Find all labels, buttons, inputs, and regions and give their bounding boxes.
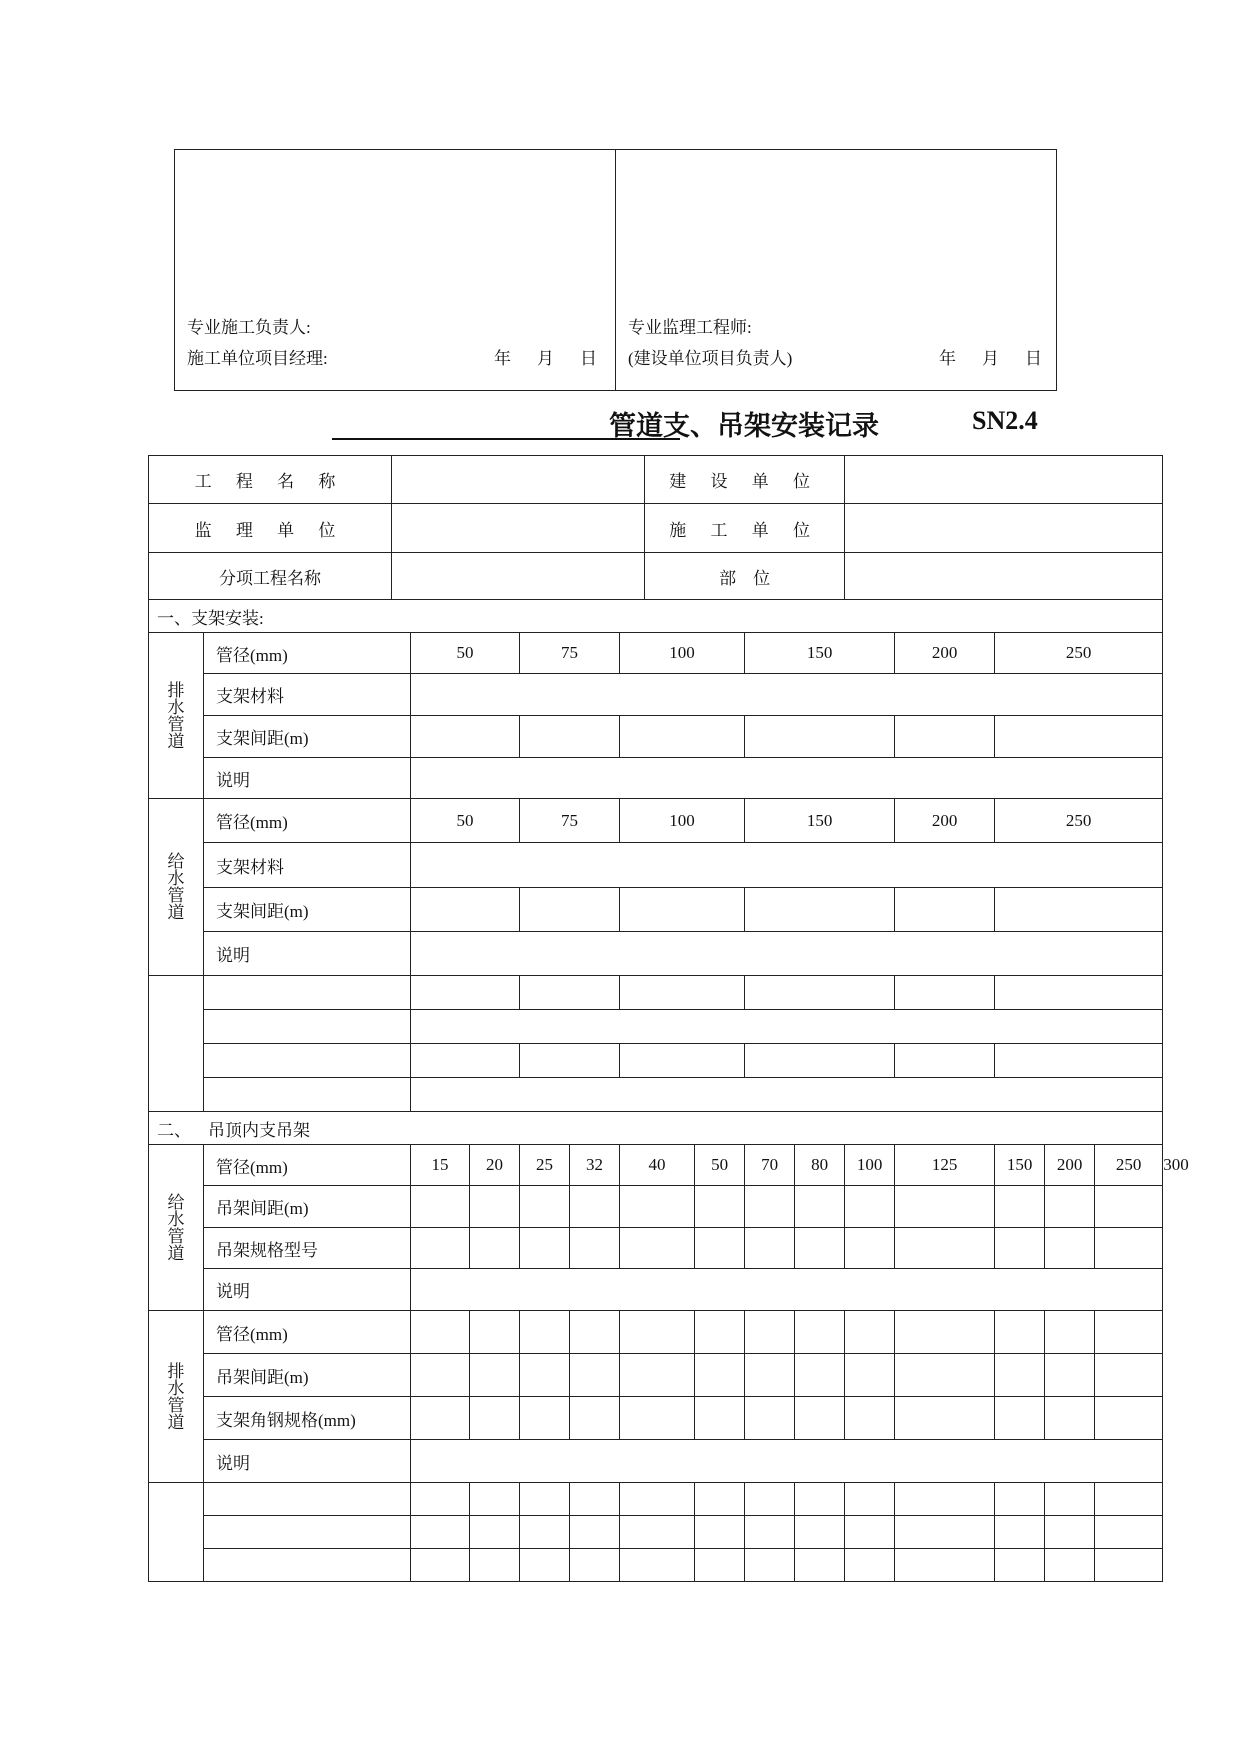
entry-cell[interactable] — [1045, 1186, 1095, 1228]
entry-cell[interactable] — [695, 1397, 745, 1440]
project-name-label: 工 程 名 称 — [149, 456, 392, 504]
entry-cell[interactable] — [745, 716, 895, 758]
diameter-cell: 150 — [995, 1145, 1045, 1186]
support-material-label: 支架材料 — [204, 674, 411, 716]
entry-cell[interactable] — [620, 1397, 695, 1440]
entry-cell[interactable] — [1095, 1186, 1163, 1228]
remarks-label: 说明 — [204, 932, 411, 976]
support-spacing-label: 支架间距(m) — [204, 716, 411, 758]
hanger-spacing-label: 吊架间距(m) — [204, 1186, 411, 1228]
entry-cell[interactable] — [620, 1311, 695, 1354]
entry-cell[interactable] — [995, 716, 1163, 758]
water-group-label: 给 水 管 道 — [149, 799, 204, 976]
entry-cell[interactable] — [745, 1228, 795, 1269]
entry-cell[interactable] — [745, 1311, 795, 1354]
day-label: 日 — [1025, 349, 1042, 368]
entry-cell[interactable] — [411, 888, 520, 932]
entry-cell[interactable] — [745, 888, 895, 932]
diameter-cell: 80 — [795, 1145, 845, 1186]
entry-cell[interactable] — [745, 1397, 795, 1440]
construction-unit-label: 施 工 单 位 — [645, 504, 845, 553]
entry-cell[interactable] — [995, 1549, 1045, 1582]
entry-cell[interactable] — [1045, 1483, 1095, 1516]
owner-label: (建设单位项目负责人) — [628, 349, 793, 368]
entry-cell[interactable] — [411, 1311, 470, 1354]
entry-cell[interactable] — [745, 1483, 795, 1516]
entry-cell[interactable] — [411, 1397, 470, 1440]
pipe-diameter-label: 管径(mm) — [204, 1311, 411, 1354]
entry-cell[interactable] — [1095, 1397, 1163, 1440]
diameter-cell: 125 — [895, 1145, 995, 1186]
drainage-group-label: 排 水 管 道 — [149, 1311, 204, 1483]
entry-cell[interactable] — [1045, 1311, 1095, 1354]
support-material-label: 支架材料 — [204, 843, 411, 888]
entry-cell[interactable] — [745, 976, 895, 1010]
entry-cell[interactable] — [470, 1311, 520, 1354]
entry-cell[interactable] — [620, 1549, 695, 1582]
entry-cell[interactable] — [1045, 1354, 1095, 1397]
blank-group-cell[interactable] — [149, 976, 204, 1112]
entry-cell[interactable] — [895, 1483, 995, 1516]
entry-cell[interactable] — [470, 1228, 520, 1269]
entry-cell[interactable] — [411, 716, 520, 758]
entry-cell[interactable] — [895, 1516, 995, 1549]
entry-cell[interactable] — [570, 1516, 620, 1549]
entry-cell[interactable] — [745, 1354, 795, 1397]
blank-label-cell[interactable] — [204, 1078, 411, 1112]
entry-cell[interactable] — [895, 1397, 995, 1440]
diameter-cell: 250 — [995, 799, 1163, 843]
entry-cell[interactable] — [620, 1483, 695, 1516]
entry-cell[interactable] — [795, 1186, 845, 1228]
entry-cell[interactable] — [411, 976, 520, 1010]
month-label: 月 — [537, 349, 554, 368]
manager-label: 施工单位项目经理: — [187, 349, 328, 368]
month-label: 月 — [982, 349, 999, 368]
entry-cell[interactable] — [795, 1228, 845, 1269]
entry-cell[interactable] — [895, 1228, 995, 1269]
entry-cell[interactable] — [995, 1044, 1163, 1078]
entry-cell[interactable] — [695, 1354, 745, 1397]
entry-cell[interactable] — [520, 1044, 620, 1078]
entry-cell[interactable] — [1045, 1516, 1095, 1549]
water-group-label: 给 水 管 道 — [149, 1145, 204, 1311]
subitem-name-label: 分项工程名称 — [149, 553, 392, 600]
engineer-label: 专业监理工程师: — [628, 318, 752, 337]
entry-cell[interactable] — [620, 1516, 695, 1549]
remarks-field[interactable] — [411, 1440, 1163, 1483]
entry-cell[interactable] — [845, 1516, 895, 1549]
entry-cell[interactable] — [695, 1549, 745, 1582]
supervision-unit-field[interactable] — [392, 504, 645, 553]
diameter-cell: 70 — [745, 1145, 795, 1186]
entry-cell[interactable] — [1045, 1549, 1095, 1582]
entry-cell[interactable] — [995, 1483, 1045, 1516]
entry-cell[interactable] — [570, 1228, 620, 1269]
entry-cell[interactable] — [895, 1044, 995, 1078]
diameter-cell: 200 — [895, 633, 995, 674]
entry-cell[interactable] — [745, 1044, 895, 1078]
diameter-cell: 20 — [470, 1145, 520, 1186]
diameter-cell: 15 — [411, 1145, 470, 1186]
entry-cell[interactable] — [995, 1186, 1045, 1228]
entry-cell[interactable] — [745, 1549, 795, 1582]
entry-cell[interactable] — [745, 1186, 795, 1228]
entry-cell[interactable] — [795, 1483, 845, 1516]
entry-cell[interactable] — [795, 1549, 845, 1582]
entry-cell[interactable] — [695, 1483, 745, 1516]
diameter-cell: 200 — [895, 799, 995, 843]
entry-cell[interactable] — [1095, 1549, 1163, 1582]
location-label: 部 位 — [645, 553, 845, 600]
diameter-cell: 32 — [570, 1145, 620, 1186]
day-label: 日 — [580, 349, 597, 368]
entry-cell[interactable] — [620, 1044, 745, 1078]
blank-label-cell[interactable] — [204, 1010, 411, 1044]
entry-cell[interactable] — [695, 1516, 745, 1549]
blank-label-cell[interactable] — [204, 1483, 411, 1516]
entry-cell[interactable] — [1095, 1228, 1163, 1269]
entry-cell[interactable] — [520, 1228, 570, 1269]
title-row — [148, 402, 1096, 446]
main-form: 工 程 名 称 建 设 单 位 监 理 单 位 施 工 单 位 分项工程名称 部 位 一、支架安装: 排 水 管 道 管径(mm) 50 75 100 150 200 250 支架材料 支架间距(m) 说明 给 水 管 道 管径(mm) 50 75 100 150 200 250 支架材料 支架间距(m) 说明 二、 吊顶内支吊架 给 水 管 道 管径(mm) 15 20 25 32 40 50 70 80 100 125 150 200 250 300 吊架间距(m) 吊架规格型号 说明 排 水 管 道 管径(mm) 吊架间距(m) 支架角钢规格(mm) 说明 — [148, 455, 1163, 1582]
pipe-diameter-label: 管径(mm) — [204, 799, 411, 843]
entry-cell[interactable] — [411, 1483, 470, 1516]
page-title: 管道支、吊架安装记录 — [609, 411, 879, 442]
entry-cell[interactable] — [1095, 1354, 1163, 1397]
entry-cell[interactable] — [620, 1228, 695, 1269]
entry-cell[interactable] — [895, 1549, 995, 1582]
diameter-cell: 75 — [520, 799, 620, 843]
form-code: SN2.4 — [972, 406, 1038, 435]
diameter-cell: 50 — [411, 799, 520, 843]
blank-label-cell[interactable] — [204, 976, 411, 1010]
entry-cell[interactable] — [520, 1311, 570, 1354]
hanger-spec-label: 吊架规格型号 — [204, 1228, 411, 1269]
entry-cell[interactable] — [620, 888, 745, 932]
diameter-cell: 50 — [695, 1145, 745, 1186]
entry-cell[interactable] — [695, 1311, 745, 1354]
entry-cell[interactable] — [411, 1549, 470, 1582]
entry-cell[interactable] — [411, 1010, 1163, 1044]
entry-cell[interactable] — [1045, 1228, 1095, 1269]
support-material-field[interactable] — [411, 843, 1163, 888]
entry-cell[interactable] — [520, 888, 620, 932]
remarks-field[interactable] — [411, 1269, 1163, 1311]
signature-cell-supervisor — [616, 150, 1057, 391]
diameter-cell: 40 — [620, 1145, 695, 1186]
project-name-field[interactable] — [392, 456, 645, 504]
entry-cell[interactable] — [995, 1397, 1045, 1440]
entry-cell[interactable] — [995, 976, 1163, 1010]
diameter-cell: 250 — [995, 633, 1163, 674]
construction-owner-label: 建 设 单 位 — [645, 456, 845, 504]
entry-cell[interactable] — [570, 1354, 620, 1397]
entry-cell[interactable] — [520, 1354, 570, 1397]
entry-cell[interactable] — [620, 976, 745, 1010]
support-material-field[interactable] — [411, 674, 1163, 716]
entry-cell[interactable] — [411, 1044, 520, 1078]
entry-cell[interactable] — [520, 1397, 570, 1440]
year-label: 年 — [494, 349, 511, 368]
entry-cell[interactable] — [470, 1354, 520, 1397]
entry-cell[interactable] — [1095, 1311, 1163, 1354]
remarks-field[interactable] — [411, 932, 1163, 976]
entry-cell[interactable] — [570, 1483, 620, 1516]
entry-cell[interactable] — [411, 1228, 470, 1269]
entry-cell[interactable] — [795, 1311, 845, 1354]
entry-cell[interactable] — [995, 1311, 1045, 1354]
supervision-unit-label: 监 理 单 位 — [149, 504, 392, 553]
entry-cell[interactable] — [845, 1483, 895, 1516]
entry-cell[interactable] — [411, 1516, 470, 1549]
entry-cell[interactable] — [411, 1186, 470, 1228]
diameter-cell: 150 — [745, 633, 895, 674]
blank-label-cell[interactable] — [204, 1044, 411, 1078]
angle-steel-spec-label: 支架角钢规格(mm) — [204, 1397, 411, 1440]
entry-cell[interactable] — [845, 1186, 895, 1228]
entry-cell[interactable] — [795, 1397, 845, 1440]
diameter-cell: 50 — [411, 633, 520, 674]
entry-cell[interactable] — [1095, 1483, 1163, 1516]
entry-cell[interactable] — [520, 716, 620, 758]
diameter-cell: 100 — [845, 1145, 895, 1186]
diameter-cell: 100 — [620, 633, 745, 674]
entry-cell[interactable] — [570, 1549, 620, 1582]
entry-cell[interactable] — [695, 1186, 745, 1228]
entry-cell[interactable] — [520, 1483, 570, 1516]
entry-cell[interactable] — [520, 1516, 570, 1549]
entry-cell[interactable] — [470, 1397, 520, 1440]
entry-cell[interactable] — [411, 1078, 1163, 1112]
remarks-label: 说明 — [204, 758, 411, 799]
entry-cell[interactable] — [845, 1311, 895, 1354]
entry-cell[interactable] — [470, 1516, 520, 1549]
pipe-diameter-label: 管径(mm) — [204, 1145, 411, 1186]
signature-box — [174, 149, 1057, 391]
entry-cell[interactable] — [895, 1186, 995, 1228]
entry-cell[interactable] — [470, 1483, 520, 1516]
entry-cell[interactable] — [895, 716, 995, 758]
construction-owner-field[interactable] — [845, 456, 1163, 504]
entry-cell[interactable] — [995, 1228, 1045, 1269]
entry-cell[interactable] — [895, 976, 995, 1010]
blank-label-cell[interactable] — [204, 1516, 411, 1549]
blank-label-cell[interactable] — [204, 1549, 411, 1582]
remarks-label: 说明 — [204, 1440, 411, 1483]
diameter-cell: 250 — [1095, 1145, 1163, 1186]
entry-cell[interactable] — [520, 1549, 570, 1582]
entry-cell[interactable] — [570, 1186, 620, 1228]
entry-cell[interactable] — [570, 1311, 620, 1354]
responsible-label: 专业施工负责人: — [187, 318, 311, 337]
entry-cell[interactable] — [570, 1397, 620, 1440]
location-field[interactable] — [845, 553, 1163, 600]
section2-title: 二、 吊顶内支吊架 — [149, 1112, 1163, 1145]
blank-group-cell[interactable] — [149, 1483, 204, 1582]
drainage-group-label: 排 水 管 道 — [149, 633, 204, 799]
entry-cell[interactable] — [895, 1354, 995, 1397]
entry-cell[interactable] — [620, 1186, 695, 1228]
support-spacing-label: 支架间距(m) — [204, 888, 411, 932]
entry-cell[interactable] — [470, 1549, 520, 1582]
remarks-field[interactable] — [411, 758, 1163, 799]
pipe-diameter-label: 管径(mm) — [204, 633, 411, 674]
entry-cell[interactable] — [411, 1354, 470, 1397]
section1-title: 一、支架安装: — [149, 600, 1163, 633]
entry-cell[interactable] — [995, 1354, 1045, 1397]
entry-cell[interactable] — [895, 888, 995, 932]
remarks-label: 说明 — [204, 1269, 411, 1311]
entry-cell[interactable] — [795, 1354, 845, 1397]
entry-cell[interactable] — [845, 1354, 895, 1397]
entry-cell[interactable] — [1045, 1397, 1095, 1440]
entry-cell[interactable] — [620, 1354, 695, 1397]
entry-cell[interactable] — [470, 1186, 520, 1228]
diameter-cell: 200 — [1045, 1145, 1095, 1186]
diameter-cell: 25 — [520, 1145, 570, 1186]
diameter-cell: 75 — [520, 633, 620, 674]
entry-cell[interactable] — [995, 1516, 1045, 1549]
entry-cell[interactable] — [745, 1516, 795, 1549]
diameter-cell: 100 — [620, 799, 745, 843]
year-label: 年 — [939, 349, 956, 368]
entry-cell[interactable] — [895, 1311, 995, 1354]
entry-cell[interactable] — [620, 716, 745, 758]
entry-cell[interactable] — [845, 1228, 895, 1269]
construction-unit-field[interactable] — [845, 504, 1163, 553]
entry-cell[interactable] — [695, 1228, 745, 1269]
diameter-cell: 150 — [745, 799, 895, 843]
hanger-spacing-label: 吊架间距(m) — [204, 1354, 411, 1397]
entry-cell[interactable] — [995, 888, 1163, 932]
entry-cell[interactable] — [520, 1186, 570, 1228]
entry-cell[interactable] — [795, 1516, 845, 1549]
signature-cell-contractor — [175, 150, 616, 391]
entry-cell[interactable] — [845, 1549, 895, 1582]
entry-cell[interactable] — [520, 976, 620, 1010]
entry-cell[interactable] — [845, 1397, 895, 1440]
subitem-name-field[interactable] — [392, 553, 645, 600]
entry-cell[interactable] — [1095, 1516, 1163, 1549]
